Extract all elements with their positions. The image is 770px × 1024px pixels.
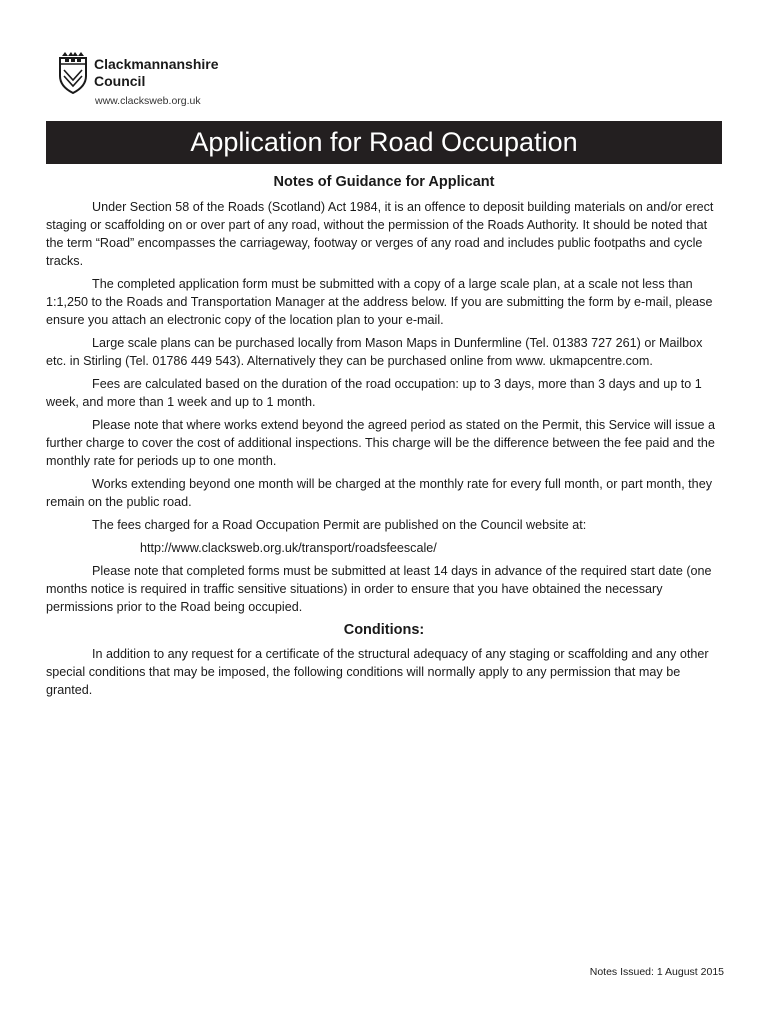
fees-scale-link[interactable]: http://www.clacksweb.org.uk/transport/roadsfeescale/ bbox=[140, 541, 437, 555]
paragraph-conditions: In addition to any request for a certificate of the structural adequacy of any staging or scaffolding and any other special conditions that may be imposed, the following conditions will normally apply to any permission that may be granted. bbox=[46, 647, 709, 697]
organization-name-line2: Council bbox=[94, 73, 146, 89]
guidance-subtitle: Notes of Guidance for Applicant bbox=[273, 174, 495, 190]
conditions-heading: Conditions: bbox=[343, 622, 425, 638]
notes-issued-date: Notes Issued: 1 August 2015 bbox=[589, 966, 724, 978]
page-title: Application for Road Occupation bbox=[46, 121, 722, 164]
council-crest-icon bbox=[56, 50, 90, 94]
guidance-body bbox=[46, 198, 722, 704]
paragraph-advance-notice: Please note that completed forms must be submitted at least 14 days in advance of the required start date (one months notice is required in traffic sensitive situations) in order to ensure that you have obtained the necessary permissions prior to the Road being occupied. bbox=[46, 564, 712, 614]
organization-name-line1: Clackmannanshire bbox=[94, 56, 219, 72]
paragraph-extension: Please note that where works extend beyond the agreed period as stated on the Permit, this Service will issue a further charge to cover the cost of additional inspections. This charge will be the difference between the fee paid and the monthly rate for periods up to one month. bbox=[46, 418, 716, 468]
paragraph-fees: Fees are calculated based on the duration of the road occupation: up to 3 days, more than 3 days and up to 1 week, and more than 1 week and up to 1 month. bbox=[46, 377, 702, 409]
organization-url: www.clacksweb.org.uk bbox=[95, 95, 201, 107]
organization-name bbox=[94, 56, 219, 90]
paragraph-section-58: Under Section 58 of the Roads (Scotland) Act 1984, it is an offence to deposit building materials on and/or erect staging or scaffolding on or over part of any road, without the permission of the Roads Authority. It should be noted that the term “Road” encompasses the carriageway, footway or verges of any road and includes public footpaths and cycle tracks. bbox=[46, 200, 714, 268]
paragraph-monthly-rate: Works extending beyond one month will be charged at the monthly rate for every full month, or part month, they remain on the public road. bbox=[46, 477, 712, 509]
paragraph-submission: The completed application form must be submitted with a copy of a large scale plan, at a scale not less than 1:1,250 to the Roads and Transportation Manager at the address below. If you are submitting the form by e-mail, please ensure you attach an electronic copy of the location plan to your e-mail. bbox=[46, 277, 713, 327]
paragraph-fees-published: The fees charged for a Road Occupation Permit are published on the Council website at: bbox=[92, 518, 587, 532]
paragraph-plans: Large scale plans can be purchased locally from Mason Maps in Dunfermline (Tel. 01383 727 261) or Mailbox etc. in Stirling (Tel. 01786 449 543). Alternatively they can be purchased online from www. ukmapcentre.com. bbox=[46, 336, 703, 368]
